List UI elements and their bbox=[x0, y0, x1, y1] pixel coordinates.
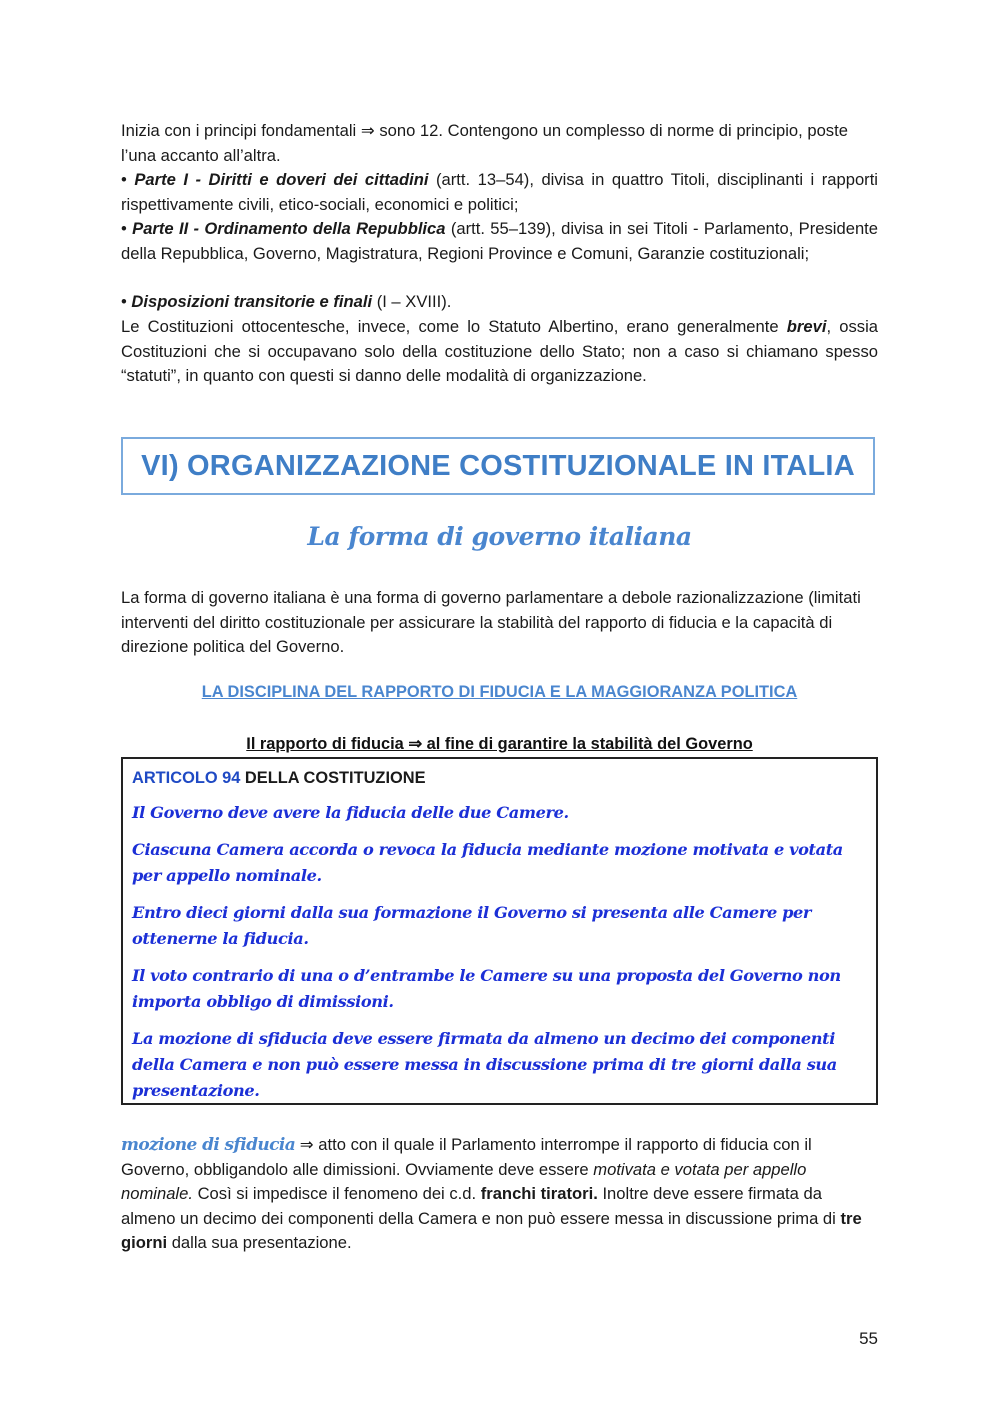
costituzioni-text-b: , ossia Costituzioni che si occupavano solo della costituzione dello Stato; non a caso si chiamano spesso “statuti”, in quanto con questi si danno delle modalità di organizzazione. bbox=[121, 317, 878, 385]
mozione-text-c: Inoltre deve essere firmata da almeno un decimo dei componenti della Camera e non può essere messa in discussione prima di bbox=[121, 1184, 841, 1228]
parte-1-title: Parte I - Diritti e doveri dei cittadini bbox=[134, 170, 429, 189]
article-number: ARTICOLO 94 bbox=[132, 769, 241, 787]
mozione-text-d: dalla sua presentazione. bbox=[167, 1233, 352, 1252]
parte-1-text: (artt. 13–54), divisa in quattro Titoli, disciplinanti i rapporti rispettivamente civili, etico-sociali, economici e politici; bbox=[121, 170, 878, 214]
article-heading-rest: DELLA COSTITUZIONE bbox=[240, 769, 426, 787]
article-line-5: La mozione di sfiducia deve essere firmata da almeno un decimo dei componenti della Camera e non può essere messa in discussione prima di tre giorni dalla sua presentazione. bbox=[132, 1029, 837, 1100]
brevi-emphasis: brevi bbox=[786, 317, 827, 336]
disposizioni-text: (I – XVIII). bbox=[372, 292, 452, 311]
mozione-paragraph bbox=[121, 1133, 878, 1256]
disposizioni-title: Disposizioni transitorie e finali bbox=[131, 292, 373, 311]
section-title-box bbox=[121, 437, 875, 495]
mozione-text-b: Così si impedisce il fenomeno dei c.d. bbox=[192, 1184, 481, 1203]
tre-giorni: tre giorni bbox=[121, 1208, 862, 1252]
section-title: VI) ORGANIZZAZIONE COSTITUZIONALE IN ITALIA bbox=[141, 449, 855, 482]
costituzioni-text-a: Le Costituzioni ottocentesche, invece, come lo Statuto Albertino, erano generalmente bbox=[121, 317, 787, 336]
mozione-italic: motivata e votata per appello nominale. bbox=[121, 1159, 807, 1203]
intro-principi-text: Inizia con i principi fondamentali ⇒ sono 12. Contengono un complesso di norme di principio, poste l’una accanto all’altra. bbox=[121, 121, 848, 165]
bullet: • bbox=[121, 170, 135, 189]
article-94-box bbox=[121, 757, 878, 1105]
parte-1-item bbox=[121, 168, 878, 217]
article-heading bbox=[132, 769, 868, 788]
article-line-2: Ciascuna Camera accorda o revoca la fiducia mediante mozione motivata e votata per appello nominale. bbox=[132, 840, 843, 885]
parte-2-title: Parte II - Ordinamento della Repubblica bbox=[132, 219, 446, 238]
disposizioni-item bbox=[121, 290, 878, 315]
costituzioni-paragraph bbox=[121, 315, 878, 389]
page-number: 55 bbox=[859, 1329, 878, 1348]
parte-2-text: (artt. 55–139), divisa in sei Titoli - Parlamento, Presidente della Repubblica, Governo, Magistratura, Regioni Province e Comuni, Garanzie costituzionali; bbox=[121, 219, 879, 263]
franchi-tiratori: franchi tiratori. bbox=[480, 1184, 598, 1203]
forma-governo-paragraph: La forma di governo italiana è una forma di governo parlamentare a debole razionalizzazione (limitati interventi del diritto costituzionale per assicurare la stabilità del rapporto di fiducia e la capacità di direzione politica del Governo. bbox=[121, 588, 861, 656]
mozione-text-a: ⇒ atto con il quale il Parlamento interrompe il rapporto di fiducia con il Governo, obbligandolo alle dimissioni. Ovviamente deve essere bbox=[121, 1135, 812, 1179]
bullet: • bbox=[121, 219, 133, 238]
article-line-3: Entro dieci giorni dalla sua formazione il Governo si presenta alle Camere per ottenerne la fiducia. bbox=[132, 903, 812, 948]
intro-paragraph bbox=[121, 119, 878, 168]
subheading: La forma di governo italiana bbox=[307, 522, 692, 551]
article-line-1: Il Governo deve avere la fiducia delle due Camere. bbox=[132, 803, 569, 822]
parte-2-item bbox=[121, 217, 878, 266]
article-line-4: Il voto contrario di una o d’entrambe le Camere su una proposta del Governo non importa obbligo di dimissioni. bbox=[132, 966, 841, 1011]
fiducia-caption: Il rapporto di fiducia ⇒ al fine di garantire la stabilità del Governo bbox=[246, 735, 753, 753]
discipline-heading: LA DISCIPLINA DEL RAPPORTO DI FIDUCIA E LA MAGGIORANZA POLITICA bbox=[201, 683, 798, 701]
mozione-term: mozione di sfiducia bbox=[121, 1135, 296, 1155]
bullet: • bbox=[121, 292, 132, 311]
